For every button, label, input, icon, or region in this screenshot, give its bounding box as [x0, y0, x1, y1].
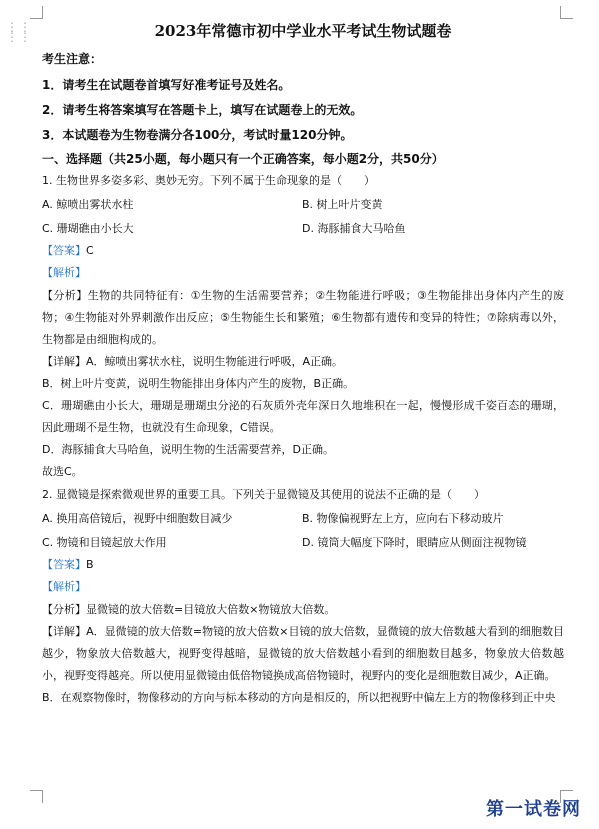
notice-heading: 考生注意：: [42, 52, 103, 66]
option-row: [42, 197, 564, 213]
answer-line: [42, 557, 564, 573]
notice-item: 3．本试题卷为生物卷满分各100分，考试时量120分钟。: [42, 128, 353, 142]
option-row: [42, 511, 564, 527]
detail-b: B．树上叶片变黄，说明生物能排出身体内产生的废物，B正确。: [42, 377, 355, 390]
detail-a: 【详解】A．鲸喷出雾状水柱，说明生物能进行呼吸，A正确。: [42, 355, 344, 368]
option-b: B. 树上叶片变黄: [302, 198, 383, 211]
detail-c: C．珊瑚礁由小长大，珊瑚是珊瑚虫分泌的石灰质外壳年深日久地堆积在一起，慢慢形成千姿百态的珊瑚，因此珊瑚不是生物，也就没有生命现象，C错误。: [42, 399, 564, 434]
notice-item: 1．请考生在试题卷首填写好准考证号及姓名。: [42, 78, 291, 92]
question-stem: 1. 生物世界多姿多彩、奥妙无穷。下列不属于生命现象的是（ ）: [42, 174, 375, 187]
crop-mark-bottom-left: [30, 790, 43, 803]
option-c: C. 珊瑚礁由小长大: [42, 222, 134, 235]
section-heading: 一、选择题（共25小题，每小题只有一个正确答案，每小题2分，共50分）: [42, 152, 444, 166]
option-d: D. 海豚捕食大马哈鱼: [302, 222, 406, 235]
analysis-label: 【解析】: [42, 266, 86, 279]
conclusion: 故选C。: [42, 465, 83, 478]
detail-a: 【详解】A．显微镜的放大倍数=物镜的放大倍数×目镜的放大倍数，显微镜的放大倍数越大看到的细胞数目越少，物象放大倍数越大，视野变得越暗，显微镜的放大倍数越小看到的细胞数目越多，物象放大倍数越小，视野变得越亮。所以使用显微镜由低倍物镜换成高倍物镜时，视野内的变化是细胞数目减少，A正确。: [42, 625, 564, 682]
option-b: B. 物像偏视野左上方，应向右下移动玻片: [302, 512, 504, 525]
watermark-logo: 第一试卷网: [486, 799, 581, 820]
detail-d: D．海豚捕食大马哈鱼，说明生物的生活需要营养，D正确。: [42, 443, 334, 456]
answer-line: [42, 243, 564, 259]
question-stem: 2. 显微镜是探索微观世界的重要工具。下列关于显微镜及其使用的说法不正确的是（ ）: [42, 488, 485, 501]
analysis-text: 【分析】生物的共同特征有：①生物的生活需要营养；②生物能进行呼吸；③生物能排出身体内产生的废物；④生物能对外界刺激作出反应；⑤生物能生长和繁殖；⑥生物都有遗传和变异的特性；⑦除病毒以外，生物都是由细胞构成的。: [42, 289, 564, 346]
notice-item: 2．请考生将答案填写在答题卡上，填写在试题卷上的无效。: [42, 103, 363, 117]
option-c: C. 物镜和目镜起放大作用: [42, 536, 167, 549]
answer-value: C: [86, 244, 94, 257]
answer-label: 【答案】: [42, 244, 86, 257]
document-page: [42, 14, 564, 709]
option-a: A. 鲸喷出雾状水柱: [42, 198, 134, 211]
drag-handle-icon[interactable]: ⋮⋮ ⋮⋮: [6, 20, 32, 44]
answer-value: B: [86, 558, 94, 571]
detail-b: B．在观察物像时，物像移动的方向与标本移动的方向是相反的，所以把视野中偏左上方的物像移到正中央: [42, 691, 556, 704]
answer-label: 【答案】: [42, 558, 86, 571]
option-row: [42, 221, 564, 237]
analysis-text: 【分析】显微镜的放大倍数=目镜放大倍数×物镜放大倍数。: [42, 603, 336, 616]
option-a: A. 换用高倍镜后，视野中细胞数目减少: [42, 512, 233, 525]
page-title: 2023年常德市初中学业水平考试生物试题卷: [154, 22, 452, 40]
option-d: D. 镜筒大幅度下降时，眼睛应从侧面注视物镜: [302, 536, 527, 549]
option-row: [42, 535, 564, 551]
analysis-label: 【解析】: [42, 580, 86, 593]
